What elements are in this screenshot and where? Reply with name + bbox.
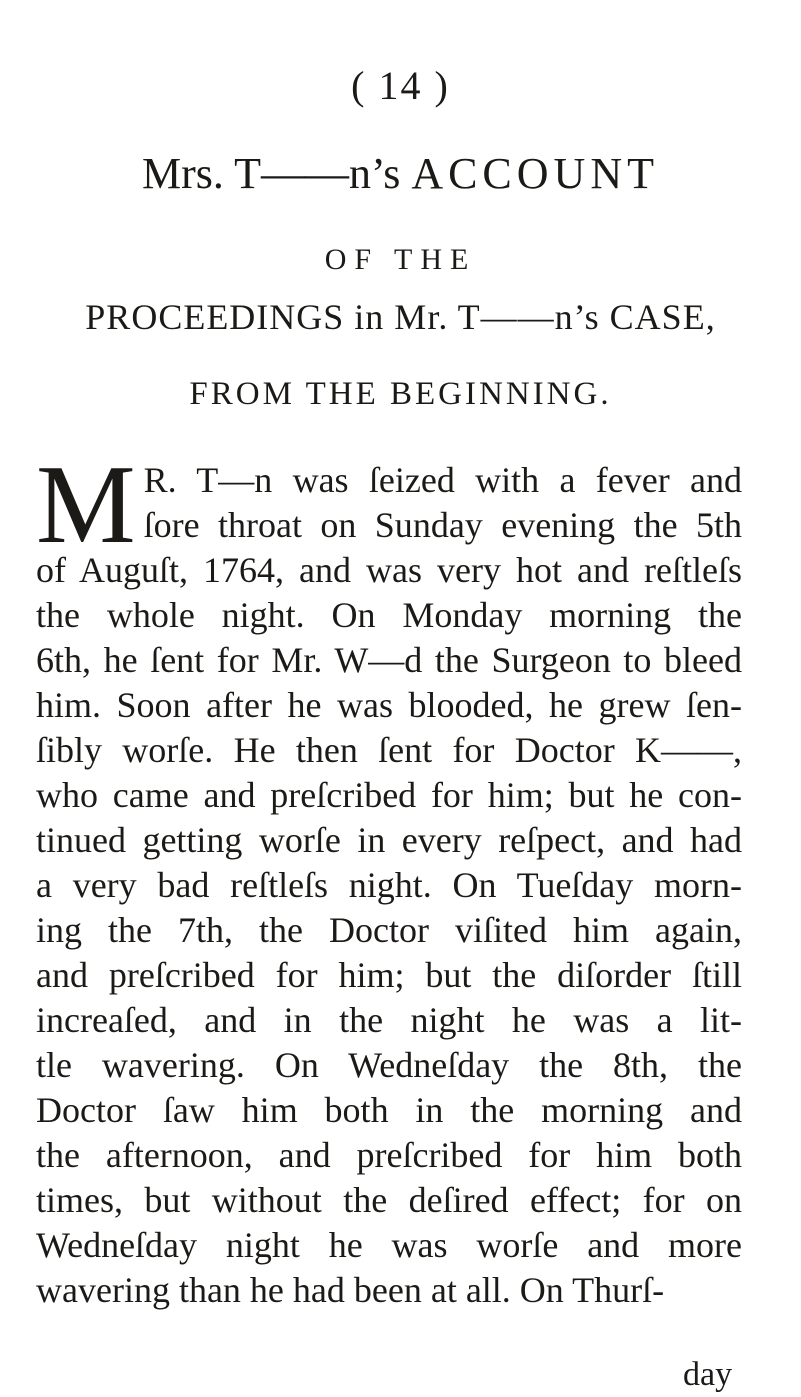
body-line: times, but without the deſired effect; for on [36,1180,742,1220]
heading-line-4: FROM THE BEGINNING. [189,376,612,412]
body-line: a very bad reſtleſs night. On Tueſday morn- [36,865,742,905]
drop-cap: M [36,443,136,567]
body-line: him. Soon after he was blooded, he grew ſen- [36,685,742,725]
heading-line-1-caps: ACCOUNT [411,149,659,198]
heading-line-3: PROCEEDINGS in Mr. T——n’s CASE, [85,297,716,337]
body-line: tinued getting worſe in every reſpect, and had [36,820,742,860]
body-line: ſibly worſe. He then ſent for Doctor K——, [36,730,742,770]
body-text [36,443,742,1313]
heading-line-2: OF THE [324,243,477,276]
body-line: wavering than he had been at all. On Thurſ- [36,1270,665,1310]
body-line: ſore throat on Sunday evening the 5th [143,505,742,545]
heading-line-1 [0,148,801,199]
body-line: the whole night. On Monday morning the [36,595,742,635]
body-line: who came and preſcribed for him; but he con- [36,775,742,815]
heading-line-1-prefix: Mrs. T——n’s [141,149,401,198]
body-line: of Auguſt, 1764, and was very hot and reſtleſs [36,550,742,590]
body-line: the afternoon, and preſcribed for him both [36,1135,742,1175]
body-line: and preſcribed for him; but the diſorder ſtill [36,955,742,995]
body-line: Doctor ſaw him both in the morning and [36,1090,742,1130]
body-line: tle wavering. On Wedneſday the 8th, the [36,1045,742,1085]
body-line: Wedneſday night he was worſe and more [36,1225,742,1265]
catchword: day [683,1356,733,1393]
page-number: ( 14 ) [351,63,450,108]
body-line: 6th, he ſent for Mr. W—d the Surgeon to bleed [36,640,742,680]
body-line: increaſed, and in the night he was a lit- [36,1000,742,1040]
body-line: ing the 7th, the Doctor viſited him again, [36,910,742,950]
body-line: R. T—n was ſeized with a fever and [143,460,742,500]
